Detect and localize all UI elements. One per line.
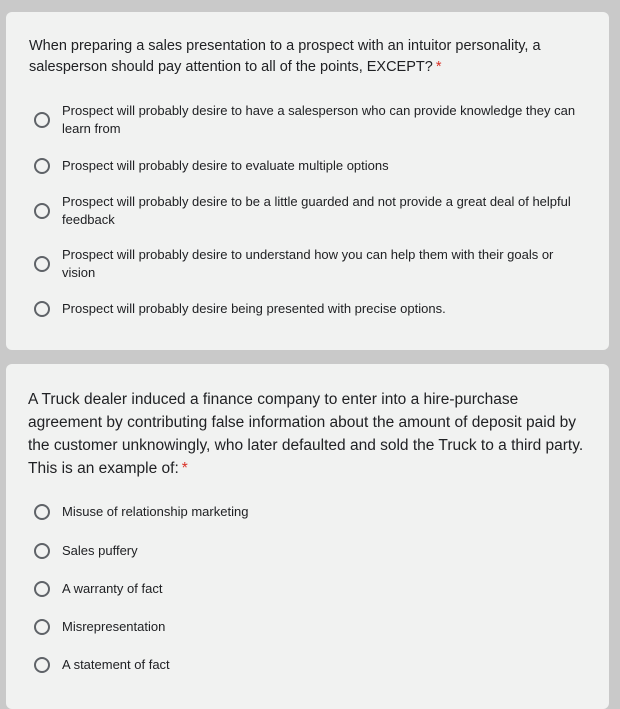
question-text: When preparing a sales presentation to a prospect with an intuitor personality, a salesperson should pay attention to all of the points, EXCEPT? xyxy=(29,38,541,75)
radio-circle-icon[interactable] xyxy=(34,504,50,520)
radio-option[interactable] xyxy=(30,542,589,560)
radio-option[interactable] xyxy=(30,300,589,318)
radio-option[interactable] xyxy=(30,656,589,674)
option-label: A warranty of fact xyxy=(62,581,163,596)
radio-circle-icon[interactable] xyxy=(34,112,50,128)
radio-option[interactable] xyxy=(30,157,589,175)
question-title xyxy=(29,36,589,78)
radio-option[interactable] xyxy=(30,102,589,138)
question-card-1 xyxy=(6,12,609,350)
question-title xyxy=(28,388,596,480)
radio-option[interactable] xyxy=(30,503,589,521)
radio-circle-icon[interactable] xyxy=(34,256,50,272)
radio-option[interactable] xyxy=(30,193,589,229)
option-label: Prospect will probably desire to have a salesperson who can provide knowledge they can learn from xyxy=(62,103,576,136)
question-text: A Truck dealer induced a finance company to enter into a hire-purchase agreement by contributing false information about the amount of deposit paid by the customer unknowingly, who later defaulted and sold the Truck to a third party. This is an example of: xyxy=(28,391,584,477)
radio-circle-icon[interactable] xyxy=(34,203,50,219)
option-label: Misuse of relationship marketing xyxy=(62,504,249,519)
option-label: Prospect will probably desire being presented with precise options. xyxy=(62,301,446,316)
option-label: Prospect will probably desire to be a little guarded and not provide a great deal of helpful feedback xyxy=(62,194,571,227)
radio-circle-icon[interactable] xyxy=(34,657,50,673)
radio-circle-icon[interactable] xyxy=(34,543,50,559)
radio-circle-icon[interactable] xyxy=(34,158,50,174)
option-label: Prospect will probably desire to understand how you can help them with their goals or vision xyxy=(62,247,554,280)
option-label: A statement of fact xyxy=(62,657,170,672)
radio-option[interactable] xyxy=(30,246,589,282)
radio-circle-icon[interactable] xyxy=(34,619,50,635)
option-label: Prospect will probably desire to evaluate multiple options xyxy=(62,158,389,173)
required-asterisk: * xyxy=(435,59,442,75)
radio-option[interactable] xyxy=(30,618,589,636)
required-asterisk: * xyxy=(181,460,188,477)
radio-circle-icon[interactable] xyxy=(34,581,50,597)
option-label: Misrepresentation xyxy=(62,619,166,634)
option-label: Sales puffery xyxy=(62,543,138,558)
radio-circle-icon[interactable] xyxy=(34,301,50,317)
radio-option[interactable] xyxy=(30,580,589,598)
question-card-2 xyxy=(6,364,609,709)
